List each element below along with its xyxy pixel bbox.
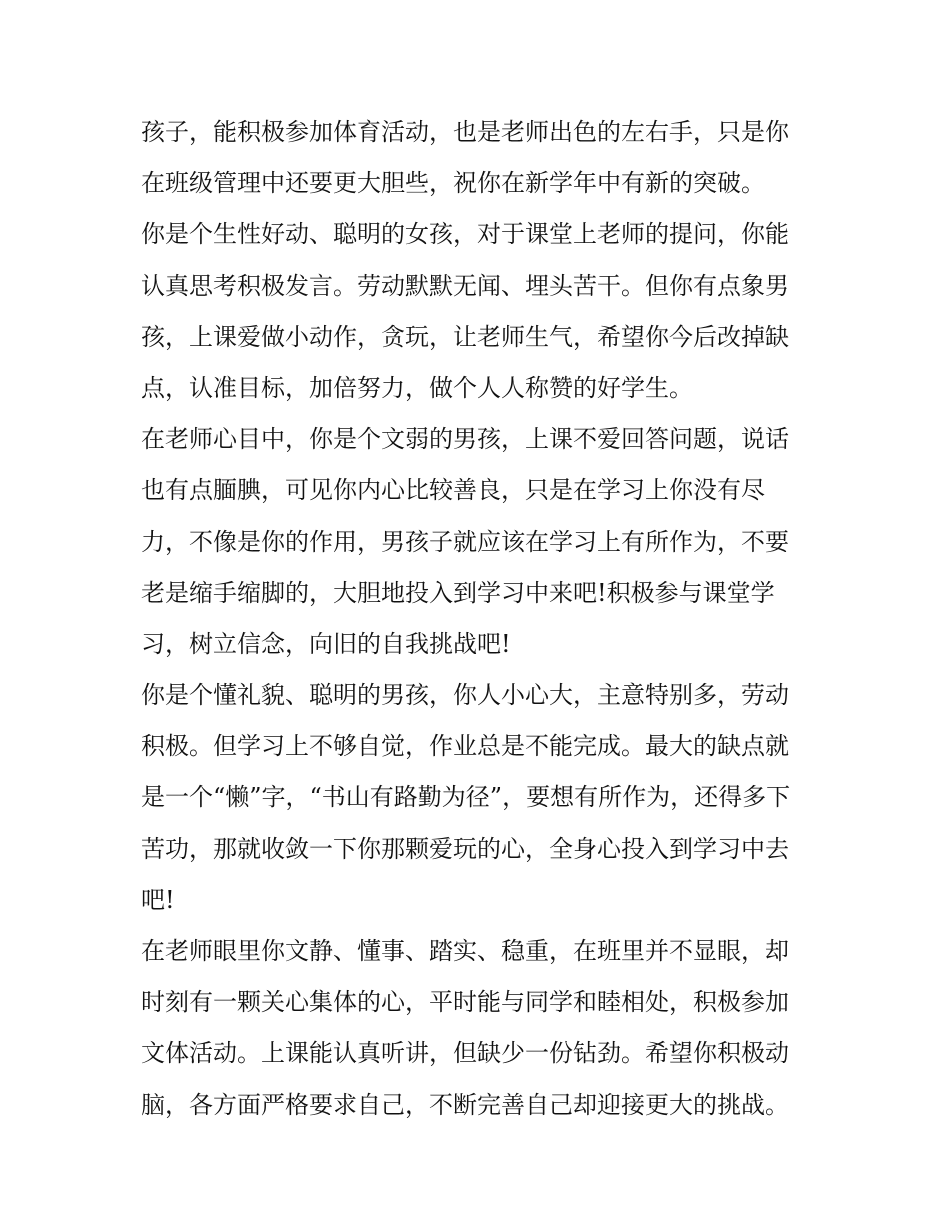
text-line-7: 在老师心目中，你是个文弱的男孩，上课不爱回答问题，说话 bbox=[141, 425, 789, 454]
text-line-15: 苦功，那就收敛一下你那颗爱玩的心，全身心投入到学习中去 bbox=[141, 834, 789, 863]
text-line-3: 你是个生性好动、聪明的女孩，对于课堂上老师的提问，你能 bbox=[141, 220, 789, 249]
text-line-10: 老是缩手缩脚的，大胆地投入到学习中来吧!积极参与课堂学 bbox=[141, 578, 775, 607]
text-line-17: 在老师眼里你文静、懂事、踏实、稳重，在班里并不显眼，却 bbox=[141, 937, 789, 965]
text-line-8: 也有点腼腆，可见你内心比较善良，只是在学习上你没有尽 bbox=[141, 476, 765, 505]
text-line-2: 在班级管理中还要更大胆些，祝你在新学年中有新的突破。 bbox=[141, 169, 765, 198]
text-line-5: 孩，上课爱做小动作，贪玩，让老师生气，希望你今后改掉缺 bbox=[141, 322, 789, 351]
text-line-1: 孩子，能积极参加体育活动，也是老师出色的左右手，只是你 bbox=[141, 118, 789, 146]
text-line-14: 是一个“懒”字，“书山有路勤为径”，要想有所作为，还得多下 bbox=[141, 783, 791, 812]
text-line-18: 时刻有一颗关心集体的心，平时能与同学和睦相处，积极参加 bbox=[141, 988, 789, 1017]
text-line-9: 力，不像是你的作用，男孩子就应该在学习上有所作为，不要 bbox=[141, 527, 789, 556]
text-line-4: 认真思考积极发言。劳动默默无闻、埋头苦干。但你有点象男 bbox=[141, 271, 789, 300]
text-line-12: 你是个懂礼貌、聪明的男孩，你人小心大，主意特别多，劳动 bbox=[141, 681, 789, 710]
text-line-16: 吧! bbox=[141, 885, 175, 914]
text-line-20: 脑，各方面严格要求自己，不断完善自己却迎接更大的挑战。 bbox=[141, 1090, 789, 1119]
text-line-19: 文体活动。上课能认真听讲，但缺少一份钻劲。希望你积极动 bbox=[141, 1039, 789, 1068]
text-line-11: 习，树立信念，向旧的自我挑战吧! bbox=[141, 629, 511, 658]
text-line-6: 点，认准目标，加倍努力，做个人人称赞的好学生。 bbox=[141, 373, 693, 402]
body-text bbox=[141, 107, 821, 1131]
text-line-13: 积极。但学习上不够自觉，作业总是不能完成。最大的缺点就 bbox=[141, 732, 789, 761]
